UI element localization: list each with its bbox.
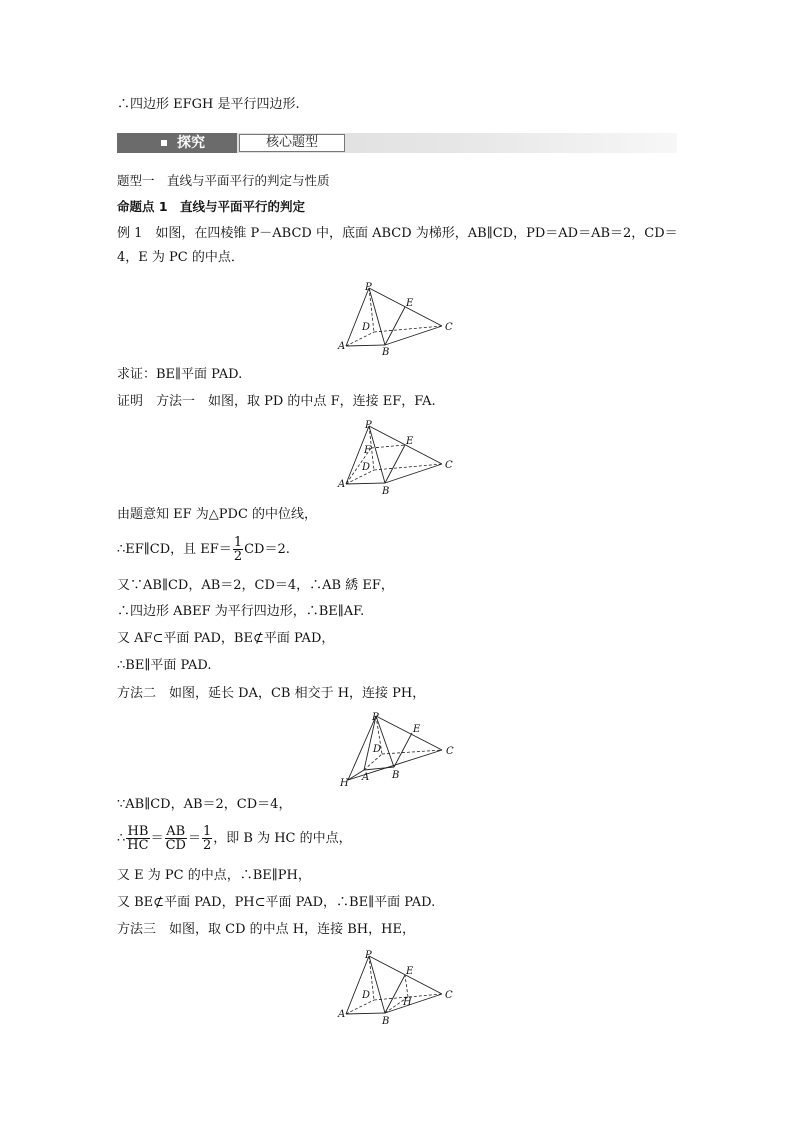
edge-pa (346, 288, 369, 346)
edge-pb (369, 956, 385, 1013)
label-h: H (340, 778, 349, 789)
proof-text: 又 E 为 PC 的中点，∴BE∥PH， (117, 868, 311, 883)
proof-text: 由题意知 EF 为△PDC 的中位线， (117, 507, 318, 522)
segment-he (405, 975, 408, 997)
text-span: CD＝2. (244, 542, 290, 557)
fraction-denominator: CD (165, 838, 186, 853)
section-title: 题型一 直线与平面平行的判定与性质 (117, 173, 330, 188)
label-a: A (338, 1009, 346, 1020)
label-p: P (365, 282, 372, 293)
example-text-cont: 4，E 为 PC 的中点． (117, 250, 244, 265)
label-e: E (406, 966, 414, 977)
text-span: ，即 B 为 HC 的中点， (213, 831, 352, 846)
label-a: A (338, 341, 346, 352)
label-p: P (372, 712, 379, 723)
proof-text-fraction (117, 536, 290, 563)
edge-pa (346, 956, 369, 1014)
label-d: D (362, 322, 371, 333)
label-h: H (403, 997, 412, 1008)
edge-ad (346, 332, 374, 346)
proof-method-2: 方法二 如图，延长 DA，CB 相交于 H，连接 PH， (117, 686, 426, 701)
edge-pa (364, 716, 376, 770)
label-b: B (392, 770, 400, 781)
pyramid-figure-4 (336, 950, 456, 1026)
fraction-one-half (233, 536, 243, 563)
label-d: D (362, 462, 371, 473)
pyramid-figure-2 (336, 420, 456, 496)
fraction-numerator: 1 (202, 824, 212, 839)
fraction-numerator: AB (166, 824, 186, 839)
label-d: D (373, 744, 382, 755)
edge-ad (346, 1000, 374, 1014)
text-span: ∴ (117, 831, 126, 846)
proof-text: 又∵AB∥CD，AB＝2，CD＝4，∴AB 綉 EF， (117, 578, 394, 593)
proof-method-1: 证明 方法一 如图，取 PD 的中点 F，连接 EF，FA. (117, 394, 436, 409)
pyramid-figure-3 (336, 710, 462, 790)
label-p: P (365, 950, 372, 961)
label-b: B (382, 347, 390, 356)
proof-text: ∴四边形 ABEF 为平行四边形，∴BE∥AF. (117, 604, 365, 619)
label-b: B (382, 1016, 390, 1026)
text-span: ＝ (150, 831, 164, 846)
fraction-denominator: 2 (202, 838, 212, 853)
label-c: C (445, 990, 453, 1001)
proof-text: 又 AF⊂平面 PAD，BE⊄平面 PAD， (117, 631, 335, 646)
pyramid-figure-1 (336, 282, 456, 356)
fraction-one-half (202, 825, 212, 852)
fraction-numerator: 1 (233, 535, 243, 550)
label-f: F (364, 445, 371, 456)
fraction-denominator: 2 (233, 549, 243, 564)
edge-dc (382, 750, 442, 754)
proof-text-ratio (117, 825, 352, 853)
fraction-numerator: HB (127, 824, 149, 839)
label-e: E (406, 298, 414, 309)
text-line: ∴四边形 EFGH 是平行四边形. (117, 97, 300, 112)
edge-ab (364, 767, 394, 770)
example-text: 例 1 如图，在四棱锥 P－ABCD 中，底面 ABCD 为梯形，AB∥CD，PD＝AD＝AB＝2，CD＝ (117, 226, 678, 241)
segment-ph (348, 716, 376, 780)
segment-be (394, 733, 412, 767)
banner-label-explore: 探究 (177, 135, 205, 151)
banner-box (239, 134, 345, 152)
fraction-denominator: HC (127, 838, 149, 853)
label-a: A (338, 479, 346, 490)
section-banner (117, 133, 677, 153)
proof-method-3: 方法三 如图，取 CD 的中点 H，连接 BH，HE， (117, 922, 415, 937)
label-a: A (362, 772, 370, 783)
proof-text: ∴BE∥平面 PAD. (117, 658, 212, 673)
prove-statement: 求证：BE∥平面 PAD. (117, 367, 243, 382)
edge-ab (346, 483, 385, 484)
segment-fe (371, 445, 405, 448)
banner-label-core: 核心题型 (265, 135, 318, 150)
label-d: D (362, 990, 371, 1001)
label-p: P (365, 420, 372, 431)
label-c: C (446, 746, 454, 757)
text-span: ∴EF∥CD，且 EF＝ (117, 542, 232, 557)
proof-text: ∵AB∥CD，AB＝2，CD＝4， (117, 797, 292, 812)
edge-ab (346, 1013, 385, 1014)
proof-text: 又 BE⊄平面 PAD，PH⊂平面 PAD，∴BE∥平面 PAD. (117, 895, 436, 910)
label-c: C (445, 322, 453, 333)
edge-pb (369, 288, 385, 345)
edge-pb (369, 426, 385, 483)
label-e: E (406, 436, 414, 447)
text-span: ＝ (187, 831, 201, 846)
fraction-hb-hc (126, 825, 149, 852)
label-c: C (445, 460, 453, 471)
banner-bullet-icon (161, 140, 167, 146)
label-b: B (382, 486, 390, 496)
label-e: E (413, 724, 421, 735)
subsection-title: 命题点 1 直线与平面平行的判定 (117, 199, 306, 214)
fraction-ab-cd (165, 825, 187, 852)
edge-ab (346, 345, 385, 346)
